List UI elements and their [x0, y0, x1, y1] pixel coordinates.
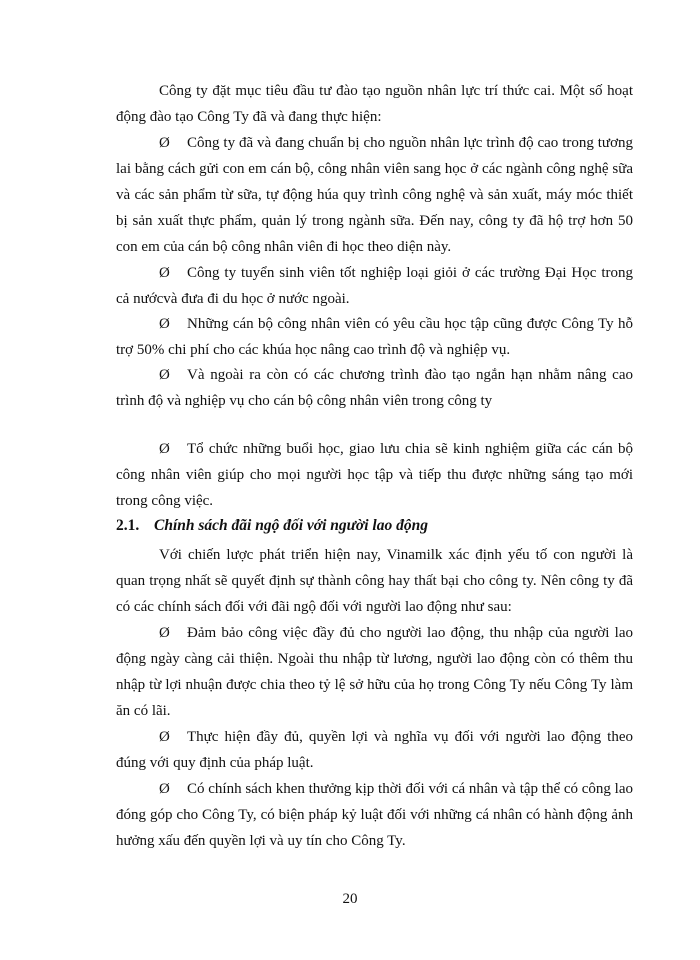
bullet-arrow-icon: Ø: [159, 265, 170, 281]
training-item-1: [116, 130, 633, 260]
policy-item-text: Đảm bảo công việc đầy đủ cho người lao động, thu nhập của người lao động ngày càng cải thiện. Ngoài thu nhập từ lương, người lao động còn có thêm thu nhập từ lợi nhuận được chia theo tỷ lệ sở hữu của họ trong Công Ty nếu Công Ty làm ăn có lãi.: [116, 625, 633, 719]
bullet-arrow-icon: Ø: [159, 625, 170, 641]
training-item-2: [116, 260, 633, 312]
policy-item-text: Thực hiện đầy đủ, quyền lợi và nghĩa vụ đối với người lao động theo đúng với quy định của pháp luật.: [116, 729, 633, 771]
training-item-text: Tổ chức những buổi học, giao lưu chia sẽ kinh nghiệm giữa các cán bộ công nhân viên giúp cho mọi người học tập và tiếp thu được những sáng tạo mới trong công việc.: [116, 441, 633, 509]
section-intro-paragraph: Với chiến lược phát triển hiện nay, Vinamilk xác định yếu tố con người là quan trọng nhất sẽ quyết định sự thành công hay thất bại cho công ty. Nên công ty đã có các chính sách đối với đãi ngộ đối với người lao động như sau:: [116, 547, 633, 615]
section-number: 2.1.: [116, 517, 140, 534]
page-number: 20: [342, 891, 358, 907]
section-heading: [116, 514, 633, 538]
policy-item-text: Có chính sách khen thưởng kịp thời đối với cá nhân và tập thể có công lao đóng góp cho Công Ty, có biện pháp kỷ luật đối với những cá nhân có hành động ảnh hưởng xấu đến quyền lợi và uy tín cho Công Ty.: [116, 781, 633, 849]
bullet-arrow-icon: Ø: [159, 367, 170, 383]
training-item-text: Công ty đã và đang chuẩn bị cho nguồn nhân lực trình độ cao trong tương lai bằng cách gửi con em cán bộ, công nhân viên sang học ở các ngành công nghệ sữa và các sản phẩm từ sữa, tự động húa quy trình công nghệ và sản xuất, máy móc thiết bị sản xuất thực phẩm, quản lý trong ngành sữa. Đến nay, công ty đã hộ trợ hơn 50 con em của cán bộ công nhân viên đi học theo diện này.: [116, 135, 633, 255]
training-item-3: [116, 311, 633, 363]
bullet-arrow-icon: Ø: [159, 781, 170, 797]
training-item-text: Những cán bộ công nhân viên có yêu cầu học tập cũng được Công Ty hỗ trợ 50% chi phí cho các khúa học nâng cao trình độ và nghiệp vụ.: [116, 316, 633, 358]
intro-paragraph: Công ty đặt mục tiêu đầu tư đào tạo nguồn nhân lực trí thức cai. Một số hoạt động đào tạo Công Ty đã và đang thực hiện:: [116, 83, 633, 125]
policy-item-3: [116, 776, 633, 854]
training-item-text: Và ngoài ra còn có các chương trình đào tạo ngắn hạn nhằm nâng cao trình độ và nghiệp vụ cho cán bộ công nhân viên trong công ty: [116, 367, 633, 409]
bullet-arrow-icon: Ø: [159, 316, 170, 332]
bullet-arrow-icon: Ø: [159, 441, 170, 457]
section-title: Chính sách đãi ngộ đối với người lao động: [154, 517, 428, 534]
policy-item-1: [116, 620, 633, 724]
bullet-arrow-icon: Ø: [159, 135, 170, 151]
policy-item-2: [116, 724, 633, 776]
training-item-4: [116, 362, 633, 414]
bullet-arrow-icon: Ø: [159, 729, 170, 745]
training-item-text: Công ty tuyển sinh viên tốt nghiệp loại giỏi ở các trường Đại Học trong cả nướcvà đưa đi du học ở nước ngoài.: [116, 265, 633, 307]
training-item-5: [116, 436, 633, 514]
